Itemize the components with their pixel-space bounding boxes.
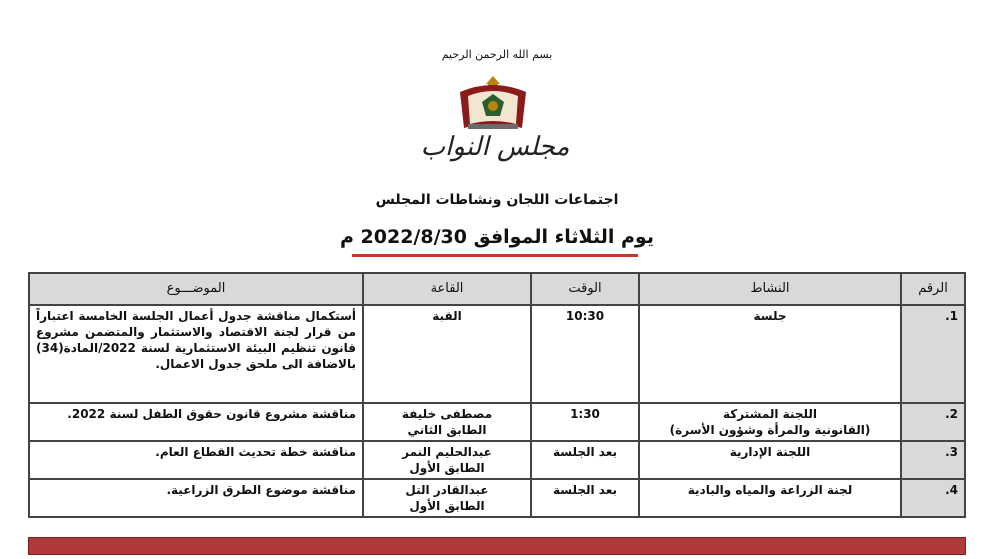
title-underline [352, 254, 638, 257]
table-row [29, 403, 965, 441]
column-header-activity: النشاط [639, 273, 901, 305]
column-header-topic: الموضـــوع [29, 273, 363, 305]
row-hall [363, 479, 531, 517]
row-hall [363, 403, 531, 441]
row-activity-name: اللجنة المشتركة [722, 407, 817, 421]
page-title: اجتماعات اللجان ونشاطات المجلس [375, 192, 619, 208]
row-time: 1:30 [531, 403, 639, 441]
row-time: 10:30 [531, 305, 639, 403]
row-number: 3. [901, 441, 965, 479]
row-topic: أستكمال مناقشة جدول أعمال الجلسة الخامسة اعتباراً من قرار لجنة الاقتصاد والاستثمار والمتضمن مشروع قانون تنظيم البيئة الاستثمارية لسنة 2022/المادة(34) بالاضافة الى ملحق جدول الاعمال. [29, 305, 363, 403]
row-activity: لجنة الزراعة والمياه والبادية [639, 479, 901, 517]
table-row [29, 479, 965, 517]
schedule-table [28, 272, 966, 518]
row-time: بعد الجلسة [531, 441, 639, 479]
table-row [29, 305, 965, 403]
row-hall-name: عبدالحليم النمر [402, 445, 492, 459]
table-row [29, 441, 965, 479]
row-hall-name: عبدالقادر التل [405, 483, 489, 497]
parliament-logo-text: مجلس النواب [420, 132, 570, 162]
row-topic: مناقشة خطة تحديث القطاع العام. [29, 441, 363, 479]
coat-of-arms-icon [448, 72, 538, 132]
footer-bar [28, 537, 966, 555]
date-line: يوم الثلاثاء الموافق 2022/8/30 م [340, 226, 654, 248]
row-hall: القبة [363, 305, 531, 403]
column-header-hall: القاعة [363, 273, 531, 305]
row-number: 1. [901, 305, 965, 403]
row-number: 2. [901, 403, 965, 441]
row-hall-floor: الطابق الأول [409, 461, 485, 475]
row-hall-floor: الطابق الأول [409, 499, 485, 513]
row-activity [639, 403, 901, 441]
column-header-time: الوقت [531, 273, 639, 305]
row-topic: مناقشة موضوع الطرق الزراعية. [29, 479, 363, 517]
basmala: بسم الله الرحمن الرحيم [441, 48, 553, 61]
table-header-row [29, 273, 965, 305]
row-time: بعد الجلسة [531, 479, 639, 517]
column-header-num: الرقم [901, 273, 965, 305]
row-number: 4. [901, 479, 965, 517]
row-topic: مناقشة مشروع قانون حقوق الطفل لسنة 2022. [29, 403, 363, 441]
row-hall-name: مصطفى خليفة [401, 407, 493, 421]
row-activity: جلسة [639, 305, 901, 403]
row-hall [363, 441, 531, 479]
row-activity: اللجنة الإدارية [639, 441, 901, 479]
row-activity-sub: (القانونية والمرأة وشؤون الأسرة) [669, 423, 871, 437]
row-hall-floor: الطابق الثاني [407, 423, 487, 437]
